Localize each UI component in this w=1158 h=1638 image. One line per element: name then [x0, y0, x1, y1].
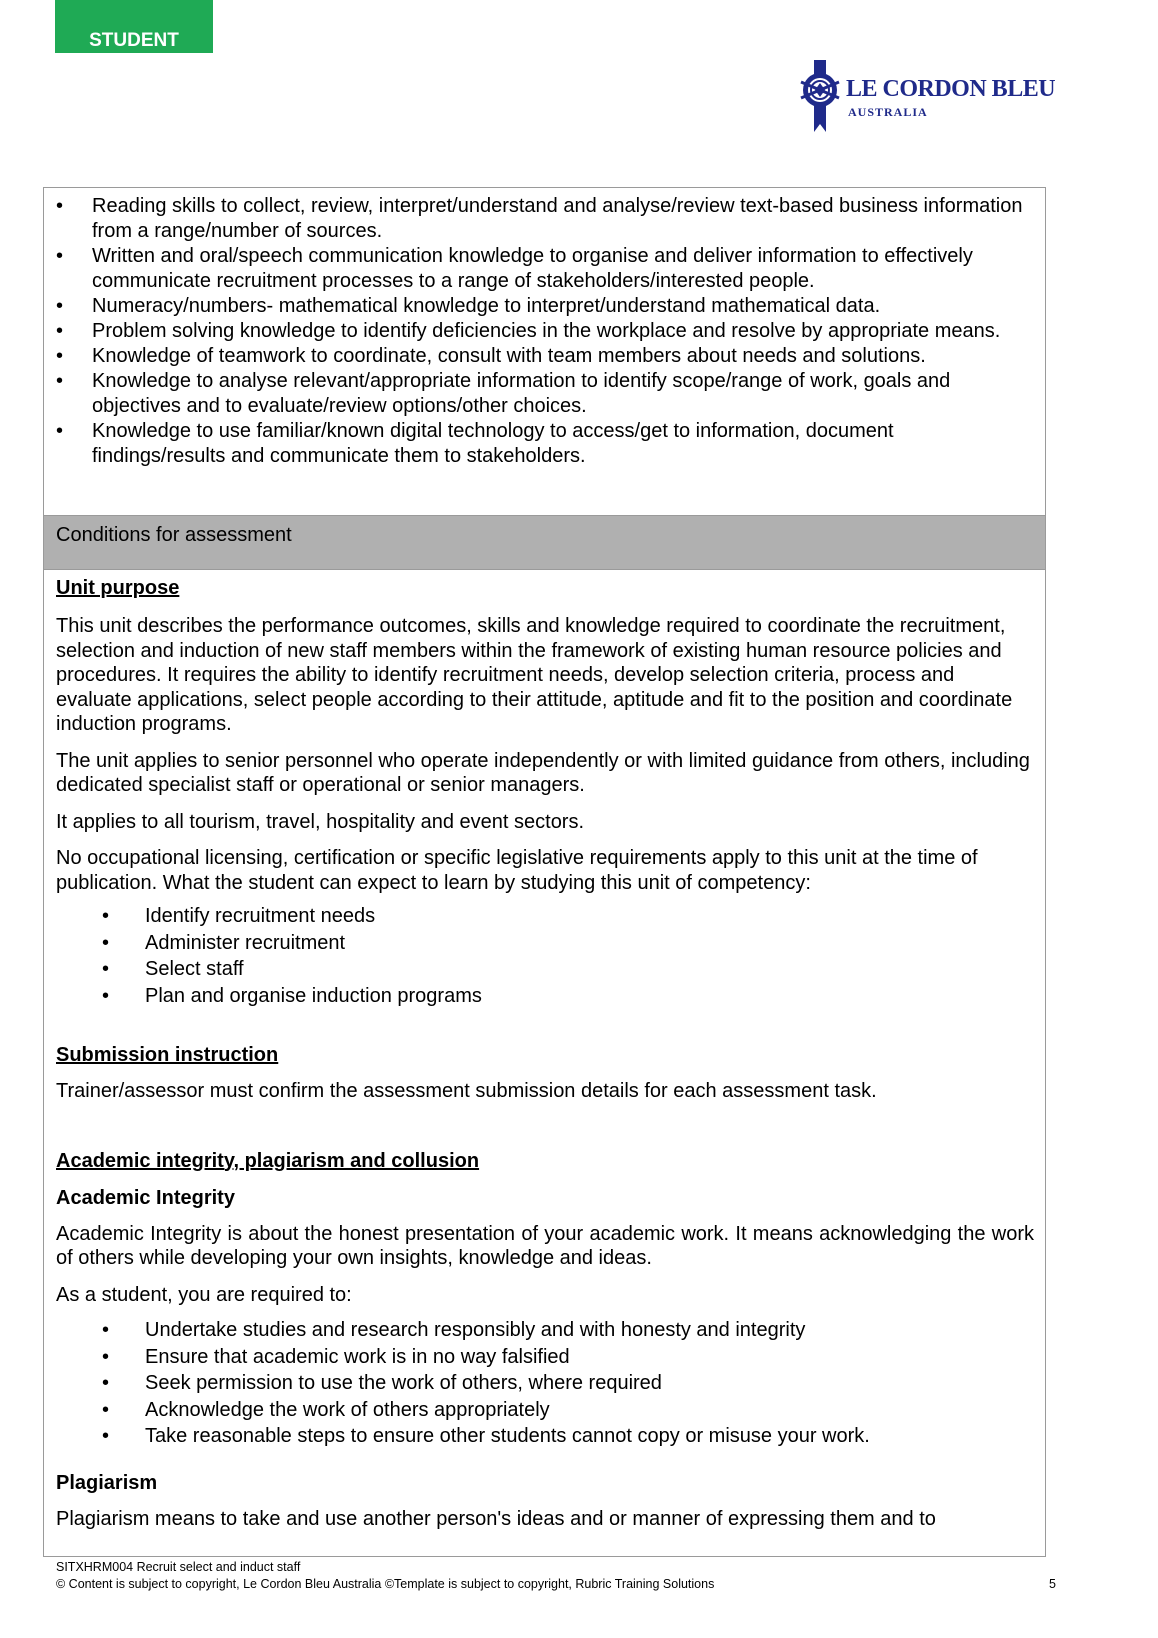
list-item: • Numeracy/numbers- mathematical knowledge to interpret/understand mathematical data. [44, 294, 1025, 319]
footer-unit-title: SITXHRM004 Recruit select and induct staff [56, 1560, 301, 1574]
list-item: • Acknowledge the work of others appropriately [56, 1397, 1034, 1424]
list-item: • Take reasonable steps to ensure other students cannot copy or misuse your work. [56, 1423, 1034, 1450]
list-item: • Select staff [56, 956, 1034, 983]
conditions-heading: Conditions for assessment [56, 524, 292, 546]
sectors-text: It applies to all tourism, travel, hospitality and event sectors. [56, 810, 585, 833]
plagiarism-text: Plagiarism means to take and use another person's ideas and or manner of expressing them and to [56, 1507, 936, 1530]
list-item: • Undertake studies and research responsibly and with honesty and integrity [56, 1317, 1034, 1344]
content-table [43, 187, 1046, 1557]
licensing-text: No occupational licensing, certification or specific legislative requirements apply to this unit at the time of publication. What the student can expect to learn by studying this unit of competency: [56, 847, 978, 894]
academic-integrity-subheading: Academic Integrity [56, 1186, 235, 1209]
skills-list [44, 188, 1045, 469]
submission-text: Trainer/assessor must confirm the assessment submission details for each assessment task. [56, 1080, 877, 1102]
logo-name: LE CORDON BLEU [846, 76, 1056, 102]
crest-icon [798, 60, 842, 132]
learning-outcomes-list [56, 903, 1034, 1009]
list-item: • Knowledge of teamwork to coordinate, consult with team members about needs and solutions. [44, 344, 1025, 369]
academic-integrity-text: Academic Integrity is about the honest presentation of your academic work. It means acknowledging the work of others while developing your own insights, knowledge and ideas. [56, 1222, 1034, 1269]
list-item: • Knowledge to analyse relevant/appropriate information to identify scope/range of work, goals and objectives and to evaluate/review options/other choices. [44, 369, 1025, 419]
list-item: • Ensure that academic work is in no way falsified [56, 1344, 1034, 1371]
list-item: • Written and oral/speech communication knowledge to organise and deliver information to effectively communicate recruitment processes to a range of stakeholders/interested people. [44, 244, 1025, 294]
submission-heading: Submission instruction [56, 1044, 279, 1066]
academic-heading: Academic integrity, plagiarism and collusion [56, 1149, 480, 1172]
footer-copyright: © Content is subject to copyright, Le Cordon Bleu Australia ©Template is subject to copyright, Rubric Training Solutions [56, 1577, 715, 1591]
unit-purpose-heading: Unit purpose [56, 577, 180, 599]
plagiarism-subheading: Plagiarism [56, 1471, 158, 1494]
student-requirements-list [56, 1317, 1034, 1450]
student-tab [55, 0, 213, 53]
conditions-header [44, 515, 1045, 570]
page-footer [56, 1559, 1056, 1593]
list-item: • Identify recruitment needs [56, 903, 1034, 930]
list-item: • Knowledge to use familiar/known digital technology to access/get to information, document findings/results and communicate them to stakeholders. [44, 419, 1025, 469]
conditions-body [56, 570, 1034, 1531]
list-item: • Reading skills to collect, review, interpret/understand and analyse/review text-based business information from a range/number of sources. [44, 194, 1025, 244]
list-item: • Plan and organise induction programs [56, 983, 1034, 1010]
unit-purpose-text: This unit describes the performance outcomes, skills and knowledge required to coordinate the recruitment, selection and induction of new staff members within the framework of existing human resource policies and procedures. It requires the ability to identify recruitment needs, develop selection criteria, process and evaluate applications, select people according to their attitude, aptitude and fit to the position and coordinate induction programs. [56, 615, 1013, 735]
student-required-text: As a student, you are required to: [56, 1283, 352, 1306]
list-item: • Seek permission to use the work of others, where required [56, 1370, 1034, 1397]
logo-sub: AUSTRALIA [848, 105, 928, 119]
list-item: • Administer recruitment [56, 930, 1034, 957]
page-number: 5 [1049, 1577, 1056, 1591]
le-cordon-bleu-logo [798, 60, 1058, 132]
unit-applies-text: The unit applies to senior personnel who operate independently or with limited guidance from others, including dedicated specialist staff or operational or senior managers. [56, 749, 1030, 796]
student-label: STUDENT [89, 30, 179, 51]
list-item: • Problem solving knowledge to identify deficiencies in the workplace and resolve by appropriate means. [44, 319, 1025, 344]
